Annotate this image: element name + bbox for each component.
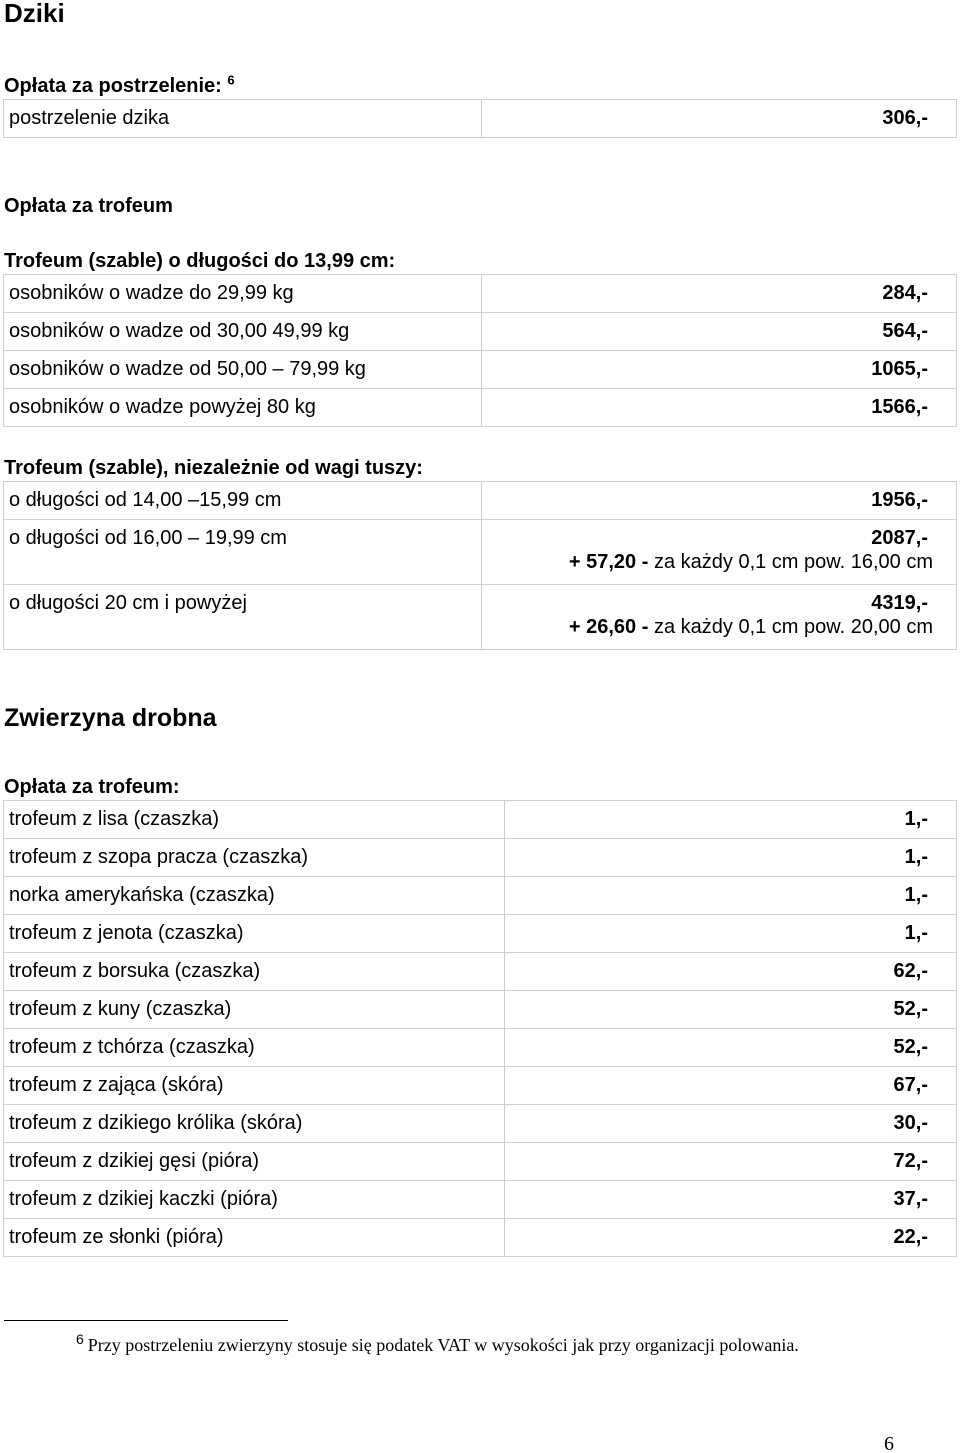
row-value: 67,- [505, 1067, 957, 1105]
tusks-short-rows [4, 275, 957, 427]
trophy-fee-heading: Opłata za trofeum [4, 195, 173, 217]
footnote-text: Przy postrzeleniu zwierzyny stosuje się podatek VAT w wysokości jak przy organizacji polowania. [87, 1335, 799, 1355]
footnote-number: 6 [76, 1331, 84, 1347]
row-label: trofeum ze słonki (pióra) [4, 1219, 505, 1257]
row-value-cell [482, 520, 957, 585]
row-label: trofeum z tchórza (czaszka) [4, 1029, 505, 1067]
table-row [4, 1219, 957, 1257]
table-row [4, 520, 957, 585]
row-label: norka amerykańska (czaszka) [4, 877, 505, 915]
row-label: trofeum z jenota (czaszka) [4, 915, 505, 953]
table-row [4, 953, 957, 991]
row-value: 1,- [505, 877, 957, 915]
row-value: 1,- [505, 801, 957, 839]
small-trophy-heading: Opłata za trofeum: [4, 776, 180, 798]
small-trophy-table [3, 800, 957, 1257]
row-value: 30,- [505, 1105, 957, 1143]
row-value: 4319,- [871, 592, 928, 614]
surcharge-amount: + 57,20 - [568, 551, 649, 573]
row-value: 284,- [482, 275, 957, 313]
row-value: 564,- [482, 313, 957, 351]
footnote [76, 1333, 799, 1357]
surcharge-text: za każdy 0,1 cm pow. 20,00 cm [648, 616, 933, 638]
row-value: 1956,- [871, 489, 928, 511]
page-number: 6 [884, 1433, 894, 1453]
row-label: o długości od 16,00 – 19,99 cm [4, 520, 482, 585]
table-row [4, 585, 957, 650]
table-row [4, 915, 957, 953]
table-row [4, 351, 957, 389]
row-label: trofeum z kuny (czaszka) [4, 991, 505, 1029]
row-value: 1065,- [482, 351, 957, 389]
row-label: osobników o wadze od 30,00 49,99 kg [4, 313, 482, 351]
row-label: osobników o wadze do 29,99 kg [4, 275, 482, 313]
table-row [4, 389, 957, 427]
table-row [4, 801, 957, 839]
tusks-short-table [3, 274, 957, 427]
table-row [4, 877, 957, 915]
shot-fee-heading-text: Opłata za postrzelenie: [4, 75, 222, 97]
row-label: o długości od 14,00 –15,99 cm [4, 482, 482, 520]
row-value: 52,- [505, 991, 957, 1029]
row-value-cell [482, 482, 957, 520]
shot-fee-heading [4, 74, 235, 98]
table-row [4, 1029, 957, 1067]
table-row [4, 991, 957, 1029]
footnote-divider [4, 1320, 288, 1321]
tusks-any-rows [4, 482, 957, 650]
row-surcharge [487, 615, 933, 639]
page-title: Dziki [4, 0, 65, 28]
shot-fee-rows [4, 100, 957, 138]
shot-fee-table [3, 99, 957, 138]
surcharge-text: za każdy 0,1 cm pow. 16,00 cm [648, 551, 933, 573]
row-value: 2087,- [871, 527, 928, 549]
row-value: 306,- [482, 100, 957, 138]
row-label: trofeum z lisa (czaszka) [4, 801, 505, 839]
row-label: postrzelenie dzika [4, 100, 482, 138]
row-label: o długości 20 cm i powyżej [4, 585, 482, 650]
table-row [4, 100, 957, 138]
row-label: osobników o wadze powyżej 80 kg [4, 389, 482, 427]
table-row [4, 313, 957, 351]
small-game-heading: Zwierzyna drobna [4, 704, 217, 732]
row-label: trofeum z borsuka (czaszka) [4, 953, 505, 991]
small-trophy-rows [4, 801, 957, 1257]
table-row [4, 1143, 957, 1181]
row-label: trofeum z dzikiej gęsi (pióra) [4, 1143, 505, 1181]
row-surcharge [487, 550, 933, 574]
row-value: 1,- [505, 839, 957, 877]
table-row [4, 275, 957, 313]
row-label: trofeum z dzikiego królika (skóra) [4, 1105, 505, 1143]
row-value: 1,- [505, 915, 957, 953]
table-row [4, 1067, 957, 1105]
row-label: osobników o wadze od 50,00 – 79,99 kg [4, 351, 482, 389]
surcharge-amount: + 26,60 - [568, 616, 649, 638]
tusks-any-heading: Trofeum (szable), niezależnie od wagi tuszy: [4, 457, 423, 479]
row-label: trofeum z zająca (skóra) [4, 1067, 505, 1105]
row-value-cell [482, 585, 957, 650]
table-row [4, 1105, 957, 1143]
row-value: 1566,- [482, 389, 957, 427]
tusks-short-heading: Trofeum (szable) o długości do 13,99 cm: [4, 250, 396, 272]
row-value: 72,- [505, 1143, 957, 1181]
tusks-any-table [3, 481, 957, 650]
row-label: trofeum z dzikiej kaczki (pióra) [4, 1181, 505, 1219]
row-value: 52,- [505, 1029, 957, 1067]
row-value: 62,- [505, 953, 957, 991]
row-value: 37,- [505, 1181, 957, 1219]
footnote-reference: 6 [227, 72, 235, 88]
table-row [4, 839, 957, 877]
table-row [4, 482, 957, 520]
row-label: trofeum z szopa pracza (czaszka) [4, 839, 505, 877]
table-row [4, 1181, 957, 1219]
row-value: 22,- [505, 1219, 957, 1257]
